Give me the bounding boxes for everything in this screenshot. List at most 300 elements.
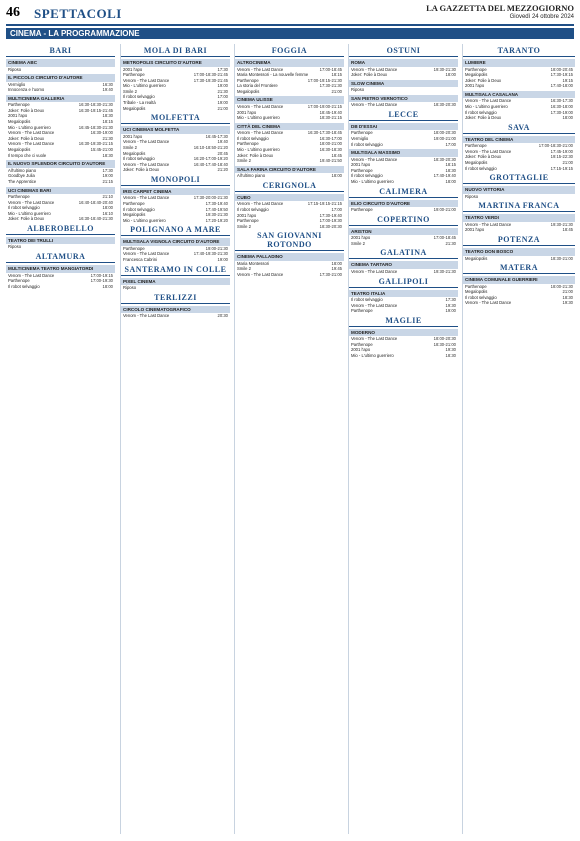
showtimes: 17:00-18:45	[319, 66, 342, 72]
film-title: Il robot selvaggio	[123, 156, 155, 162]
cinema-name: CINEMA PALLADINO	[235, 253, 344, 261]
showtimes: 17:00	[331, 207, 342, 212]
film-title: Parthenope	[8, 194, 30, 199]
film-title: Francesca Cabrini	[123, 257, 157, 263]
cinema-name: MULTISALA MASSIMO	[349, 149, 458, 157]
film-title: Venom - The Last Dance	[351, 336, 398, 342]
film-row	[349, 207, 458, 213]
cinema-name: UCI CINEMAS MOLFETTA	[121, 126, 230, 134]
showtimes: 19:00	[217, 83, 228, 89]
showtimes: 17:40-18:00	[550, 83, 573, 89]
film-title: Riposo	[8, 244, 22, 250]
film-row	[349, 87, 458, 93]
city-heading: MOLFETTA	[121, 113, 230, 124]
film-title: Smile 2	[123, 88, 137, 94]
showtimes: 20:45	[217, 150, 228, 156]
film-list	[349, 157, 458, 185]
cinema-name: TEATRO DON BOSCO	[463, 248, 575, 256]
film-list	[6, 273, 115, 290]
cinema-name: MODERNO	[349, 329, 458, 337]
film-list	[349, 130, 458, 147]
film-list	[235, 130, 344, 164]
column-foggia	[234, 44, 344, 834]
film-title: Il robot selvaggio	[351, 141, 383, 147]
city-heading: MAGLIE	[349, 316, 458, 327]
showtimes: 17:45-19:00	[550, 148, 573, 154]
showtimes: 16:30-17:00	[319, 135, 342, 141]
film-title: 2001 l'apo	[237, 212, 257, 218]
film-title: Parthenope	[465, 283, 487, 289]
film-title: 2001 l'apo	[237, 109, 257, 115]
film-title: Mio - L'ultimo guerriero	[123, 83, 166, 89]
film-title: Parthenope	[123, 201, 145, 206]
showtimes: 17:30-20:00-21:30	[193, 195, 228, 201]
showtimes: 18:45	[331, 152, 342, 158]
showtimes: 19:30	[445, 347, 456, 353]
showtimes: 18:15	[331, 72, 342, 78]
showtimes: 21:00	[562, 289, 573, 295]
film-row	[463, 227, 575, 233]
city-heading: BARI	[6, 46, 115, 57]
film-title: Venom - The Last Dance	[123, 161, 170, 167]
showtimes: 17:30-21:00	[319, 272, 342, 278]
cinema-name: UCI CINEMAS BARI	[6, 187, 115, 195]
cinema-name: CIRCOLO CINEMATOGRAFICO	[121, 306, 230, 314]
showtimes: 17:30-19:15	[550, 72, 573, 78]
cinema-name: METROPOLIS CIRCUITO D'AUTORE	[121, 59, 230, 67]
issue-date: Giovedì 24 ottobre 2024	[509, 14, 574, 20]
film-title: Il robot selvaggio	[351, 173, 383, 179]
showtimes: 18:15	[445, 162, 456, 168]
cinema-name: CITTÀ DEL CINEMA	[235, 123, 344, 131]
film-list	[121, 313, 230, 319]
film-row	[235, 115, 344, 121]
film-title: Joker: Folie à Deux	[237, 152, 274, 158]
film-title: Il robot selvaggio	[237, 207, 269, 212]
film-title: Il robot selvaggio	[351, 297, 383, 302]
showtimes: 18:00	[331, 173, 342, 179]
film-list	[463, 143, 575, 171]
film-row	[349, 102, 458, 108]
film-title: All'ultimo piano	[237, 173, 266, 179]
showtimes: 16:40-18:40-20:40	[78, 199, 113, 205]
city-heading: MARTINA FRANCA	[463, 201, 575, 212]
showtimes: 19:00	[445, 308, 456, 314]
film-list	[349, 87, 458, 93]
page-header	[6, 4, 574, 26]
film-row	[235, 158, 344, 164]
column-mola-molfetta	[120, 44, 230, 834]
cinema-name: CINEMA COMUNALE GUERRIERI	[463, 276, 575, 284]
film-row	[121, 218, 230, 224]
showtimes: 19:30-21:30	[205, 212, 228, 218]
film-list	[349, 269, 458, 275]
programme-band: CINEMA - LA PROGRAMMAZIONE	[6, 28, 574, 39]
showtimes: 21:15	[102, 178, 113, 184]
film-row	[349, 269, 458, 275]
showtimes: 20:30	[217, 313, 228, 319]
film-title: Venom - The Last Dance	[351, 268, 398, 274]
showtimes: 19:00-21:00	[433, 207, 456, 213]
showtimes: 17:30	[217, 66, 228, 72]
showtimes: 18:00-20:45	[550, 66, 573, 72]
showtimes: 18:00	[445, 72, 456, 78]
showtimes: 17:30-19:30-21:45	[193, 77, 228, 83]
film-row	[463, 300, 575, 306]
film-title: Goodbye Julia	[8, 173, 35, 179]
city-heading: GALLIPOLI	[349, 277, 458, 288]
film-row	[235, 173, 344, 179]
showtimes: 19:00	[217, 100, 228, 106]
showtimes: 16:30	[102, 81, 113, 87]
showtimes: 16:10	[102, 210, 113, 216]
showtimes: 17:15-19:15-21:15	[307, 201, 342, 207]
showtimes: 18:30-20:30	[319, 223, 342, 229]
film-title: Mio - L'ultimo guerriero	[351, 179, 394, 185]
film-row	[6, 87, 115, 93]
film-list	[6, 194, 115, 222]
city-heading: OSTUNI	[349, 46, 458, 57]
film-title: Venom - The Last Dance	[465, 98, 512, 104]
film-title: Il tempo che ci vuole	[8, 152, 47, 158]
film-list	[463, 256, 575, 262]
film-list	[463, 67, 575, 89]
column-ostuni-lecce	[348, 44, 458, 834]
showtimes: 18:30	[445, 353, 456, 359]
film-title: Parthenope	[351, 308, 373, 314]
film-title: Venom - The Last Dance	[237, 66, 284, 72]
film-title: Joker: Folie à Deux	[123, 167, 160, 173]
showtimes: 17:00-18:45	[433, 235, 456, 241]
city-heading: GALATINA	[349, 248, 458, 259]
film-row	[349, 72, 458, 78]
film-title: Joker: Folie à Deux	[8, 135, 45, 141]
film-title: Venom - The Last Dance	[237, 201, 284, 207]
film-row	[6, 153, 115, 159]
film-title: Mio - L'ultimo guerriero	[8, 210, 51, 216]
city-heading: CERIGNOLA	[235, 181, 344, 192]
film-title: Parthenope	[351, 130, 373, 136]
film-title: Il robot selvaggio	[123, 206, 155, 212]
film-row	[463, 166, 575, 172]
film-title: Venom - The Last Dance	[465, 221, 512, 227]
city-heading: ALBEROBELLO	[6, 224, 115, 235]
film-title: Megalopolis	[465, 72, 488, 78]
showtimes: 19:00-21:00	[433, 135, 456, 141]
showtimes: 18:00-21:00	[319, 141, 342, 147]
film-title: Megalopolis	[123, 150, 146, 156]
showtimes: 17:30	[445, 297, 456, 302]
cinema-name: MULTISALA VIGNOLA CIRCUITO D'AUTORE	[121, 238, 230, 246]
film-title: 2001 l'apo	[351, 162, 371, 168]
film-row	[6, 284, 115, 290]
city-heading: FOGGIA	[235, 46, 344, 57]
film-list	[349, 336, 458, 358]
film-title: Venom - The Last Dance	[351, 156, 398, 162]
film-list	[121, 246, 230, 263]
showtimes: 19:30-21:30	[550, 221, 573, 227]
film-title: Megalopolis	[465, 255, 488, 261]
showtimes: 19:00	[217, 257, 228, 263]
cinema-name: DB D'ESSAI	[349, 123, 458, 131]
showtimes: 21:30	[102, 135, 113, 141]
film-row	[463, 194, 575, 200]
film-row	[6, 244, 115, 250]
film-title: Mio - L'ultimo guerriero	[237, 147, 280, 153]
film-title: Venom - The Last Dance	[123, 251, 170, 257]
film-title: Venom - The Last Dance	[465, 300, 512, 306]
film-title: Smile 2	[237, 266, 251, 272]
film-title: Venom - The Last Dance	[123, 77, 170, 83]
showtimes: 21:30	[445, 240, 456, 246]
film-title: 2001 l'apo	[465, 83, 485, 89]
showtimes: 18:30-21:15	[319, 115, 342, 121]
film-title: Smile 2	[123, 144, 137, 150]
showtimes: 17:15-19:15	[550, 165, 573, 171]
showtimes: 17:00	[445, 141, 456, 147]
film-title: Venom - The Last Dance	[237, 103, 284, 109]
showtimes: 17:00-18:30-21:45	[193, 72, 228, 78]
film-list	[235, 67, 344, 95]
city-heading: CALIMERA	[349, 187, 458, 198]
city-heading: COPERTINO	[349, 215, 458, 226]
showtimes: 17:30-19:00	[550, 109, 573, 115]
showtimes: 18:00	[102, 205, 113, 211]
film-title: Parthenope	[8, 278, 30, 284]
film-title: Il robot selvaggio	[8, 205, 40, 211]
cinema-name: SLOW CINEMA	[349, 80, 458, 88]
showtimes: 19:30-21:30	[433, 268, 456, 274]
film-list	[121, 195, 230, 223]
film-list	[235, 173, 344, 179]
showtimes: 18:00-20:30	[433, 336, 456, 342]
film-list	[235, 104, 344, 121]
showtimes: 17:40-19:30-21:30	[193, 251, 228, 257]
showtimes: 18:30-21:00	[550, 255, 573, 261]
film-row	[349, 142, 458, 148]
column-taranto-potenza-matera	[462, 44, 575, 834]
newspaper-title	[426, 4, 574, 22]
film-list	[349, 297, 458, 314]
showtimes: 18:30-20:30	[433, 156, 456, 162]
film-title: Venom - The Last Dance	[351, 66, 398, 72]
film-title: Il robot selvaggio	[237, 135, 269, 141]
showtimes: 16:30-18:30-21:30	[78, 102, 113, 108]
film-list	[6, 102, 115, 158]
page-number: 46	[6, 5, 20, 20]
film-title: Maria Montessori - La nouvelle femme	[237, 72, 309, 78]
film-title: Maria Montessori	[237, 260, 270, 266]
city-heading: LECCE	[349, 110, 458, 121]
cinema-name: MULTISALA CASALANA	[463, 91, 575, 99]
showtimes: 17:30-21:30	[319, 83, 342, 89]
column-bari	[6, 44, 115, 834]
showtimes: 18:00	[102, 283, 113, 289]
film-list	[463, 98, 575, 120]
showtimes: 19:00-21:30	[205, 245, 228, 251]
film-title: Venom - The Last Dance	[351, 102, 398, 108]
film-title: Joker: Folie à Deux	[465, 77, 502, 83]
film-title: Il robot selvaggio	[465, 109, 497, 115]
film-row	[121, 257, 230, 263]
cinema-name: NUOVO VITTORIA	[463, 186, 575, 194]
showtimes: 18:30	[102, 152, 113, 158]
film-title: Parthenope	[237, 141, 259, 147]
showtimes: 18:30	[445, 167, 456, 173]
showtimes: 17:00-19:00-21:15	[307, 103, 342, 109]
cinema-name: IL PICCOLO CIRCUITO D'AUTORE	[6, 74, 115, 82]
cinema-name: PIXEL CINEMA	[121, 278, 230, 286]
section-title: SPETTACOLI	[34, 6, 122, 21]
film-title: 2001 l'apo	[123, 66, 143, 72]
film-title: 2001 l'apo	[8, 113, 28, 119]
cinema-name: TEATRO DEI TRULLI	[6, 237, 115, 245]
film-title: Il robot selvaggio	[465, 294, 497, 300]
showtimes: 18:00	[562, 115, 573, 121]
showtimes: 16:30-18:30	[319, 147, 342, 153]
film-row	[463, 83, 575, 89]
showtimes: 17:00-19:30	[319, 218, 342, 224]
film-list	[349, 207, 458, 213]
cinema-name: SALA FARINA CIRCUITO D'AUTORE	[235, 166, 344, 174]
film-list	[463, 222, 575, 233]
showtimes: 19:45	[331, 266, 342, 272]
film-row	[349, 308, 458, 314]
film-row	[349, 353, 458, 359]
film-title: Riposo	[465, 193, 479, 199]
showtimes: 21:30	[217, 88, 228, 94]
film-row	[6, 179, 115, 185]
film-title: Megalopolis	[465, 289, 488, 295]
cinema-name: CINEMA ULISSE	[235, 96, 344, 104]
film-title: Venom - The Last Dance	[8, 272, 55, 278]
showtimes: 18:00	[445, 179, 456, 185]
film-title: Megalopolis	[8, 147, 31, 153]
film-title: Mio - L'ultimo guerriero	[465, 103, 508, 109]
cinema-name: ARISTON	[349, 228, 458, 236]
film-title: Parthenope	[123, 72, 145, 78]
film-list	[121, 67, 230, 112]
film-row	[349, 179, 458, 185]
film-title: Venom - The Last Dance	[8, 141, 55, 147]
film-title: Joker: Folie à Deux	[8, 216, 45, 222]
showtimes: 19:15	[562, 77, 573, 83]
showtimes: 17:00-19:15	[90, 272, 113, 278]
newspaper-name: LA GAZZETTA DEL MEZZOGIORNO	[426, 3, 574, 13]
film-title: Smile 2	[237, 158, 251, 164]
showtimes: 16:10-18:50-21:20	[193, 144, 228, 150]
film-title: Joker: Folie à Deux	[465, 115, 502, 121]
film-title: Venom - The Last Dance	[8, 130, 55, 136]
film-list	[349, 235, 458, 246]
film-row	[235, 89, 344, 95]
film-title: Parthenope	[351, 207, 373, 213]
showtimes: 21:00	[217, 105, 228, 111]
film-title: Parthenope	[8, 102, 30, 108]
showtimes: 18:15	[102, 119, 113, 125]
showtimes: 21:20	[217, 167, 228, 173]
city-heading: POLIGNANO A MARE	[121, 225, 230, 236]
film-title: Venom - The Last Dance	[8, 199, 55, 205]
film-title: Riposo	[123, 285, 137, 291]
film-title: Mio - L'ultimo guerriero	[8, 124, 51, 130]
film-title: Il robot selvaggio	[8, 283, 40, 289]
film-title: Venom - The Last Dance	[465, 148, 512, 154]
film-title: Venom - The Last Dance	[123, 313, 170, 319]
showtimes: 19:30	[562, 300, 573, 306]
showtimes: 17:00-18:30-21:00	[538, 143, 573, 149]
film-title: Mio - L'ultimo guerriero	[237, 115, 280, 121]
showtimes: 16:40-17:40-18:40	[193, 161, 228, 167]
film-title: Joker: Folie à Deux	[465, 154, 502, 160]
showtimes: 17:40-19:40	[433, 173, 456, 179]
showtimes: 21:00	[562, 160, 573, 166]
film-title: Parthenope	[351, 167, 373, 173]
city-heading: ALTAMURA	[6, 252, 115, 263]
showtimes: 15:45-21:00	[90, 147, 113, 153]
showtimes: 18:30	[102, 113, 113, 119]
city-heading: MOLA DI BARI	[121, 46, 230, 57]
showtimes: 16:30-19:30-21:15	[78, 141, 113, 147]
film-title: Venom - The Last Dance	[351, 302, 398, 308]
cinema-name: ALTROCINEMA	[235, 59, 344, 67]
film-title: Smile 2	[351, 240, 365, 246]
showtimes: 16:45-17:30	[205, 133, 228, 139]
showtimes: 16:30-17:30	[550, 98, 573, 104]
film-row	[235, 224, 344, 230]
cinema-name: ROMA	[349, 59, 458, 67]
city-heading: SANTERAMO IN COLLE	[121, 265, 230, 276]
showtimes: 21:00	[331, 88, 342, 94]
cinema-name: CINEMA ABC	[6, 59, 115, 67]
showtimes: 17:30-19:40	[319, 212, 342, 218]
cinema-name: LUMIERE	[463, 59, 575, 67]
showtimes: 17:00-19:15-21:30	[307, 77, 342, 83]
showtimes: 19:40	[102, 87, 113, 93]
film-title: Riposo	[8, 66, 22, 72]
film-row	[463, 115, 575, 121]
film-title: All'ultimo piano	[8, 167, 37, 173]
film-title: La storia del Frontiere	[237, 83, 278, 89]
film-title: Venom - The Last Dance	[237, 272, 284, 278]
cinema-name: TEATRO VERDI	[463, 214, 575, 222]
film-title: Il robot selvaggio	[123, 94, 155, 100]
showtimes: 18:30	[562, 294, 573, 300]
film-row	[235, 272, 344, 278]
film-title: Megalopolis	[8, 119, 31, 125]
showtimes: 19:40	[217, 139, 228, 145]
film-title: Il robot selvaggio	[465, 165, 497, 171]
showtimes: 18:45	[562, 227, 573, 233]
film-list	[349, 67, 458, 78]
film-title: 2001 l'apo	[351, 235, 371, 241]
showtimes: 19:15-22:30	[550, 154, 573, 160]
city-heading: SAVA	[463, 123, 575, 134]
showtimes: 16:20-17:00-19:20	[193, 156, 228, 162]
film-title: Vermiglio	[351, 135, 369, 141]
film-list	[463, 284, 575, 306]
film-list	[6, 82, 115, 93]
film-title: Megalopolis	[237, 88, 260, 94]
film-title: 2001 l'apo	[351, 347, 371, 353]
film-list	[121, 285, 230, 291]
showtimes: 17:00-19:30	[90, 278, 113, 284]
film-row	[121, 106, 230, 112]
showtimes: 17:20-19:20	[205, 217, 228, 223]
showtimes: 19:00	[102, 173, 113, 179]
film-title: Venom - The Last Dance	[123, 139, 170, 145]
showtimes: 21:10	[102, 194, 113, 199]
